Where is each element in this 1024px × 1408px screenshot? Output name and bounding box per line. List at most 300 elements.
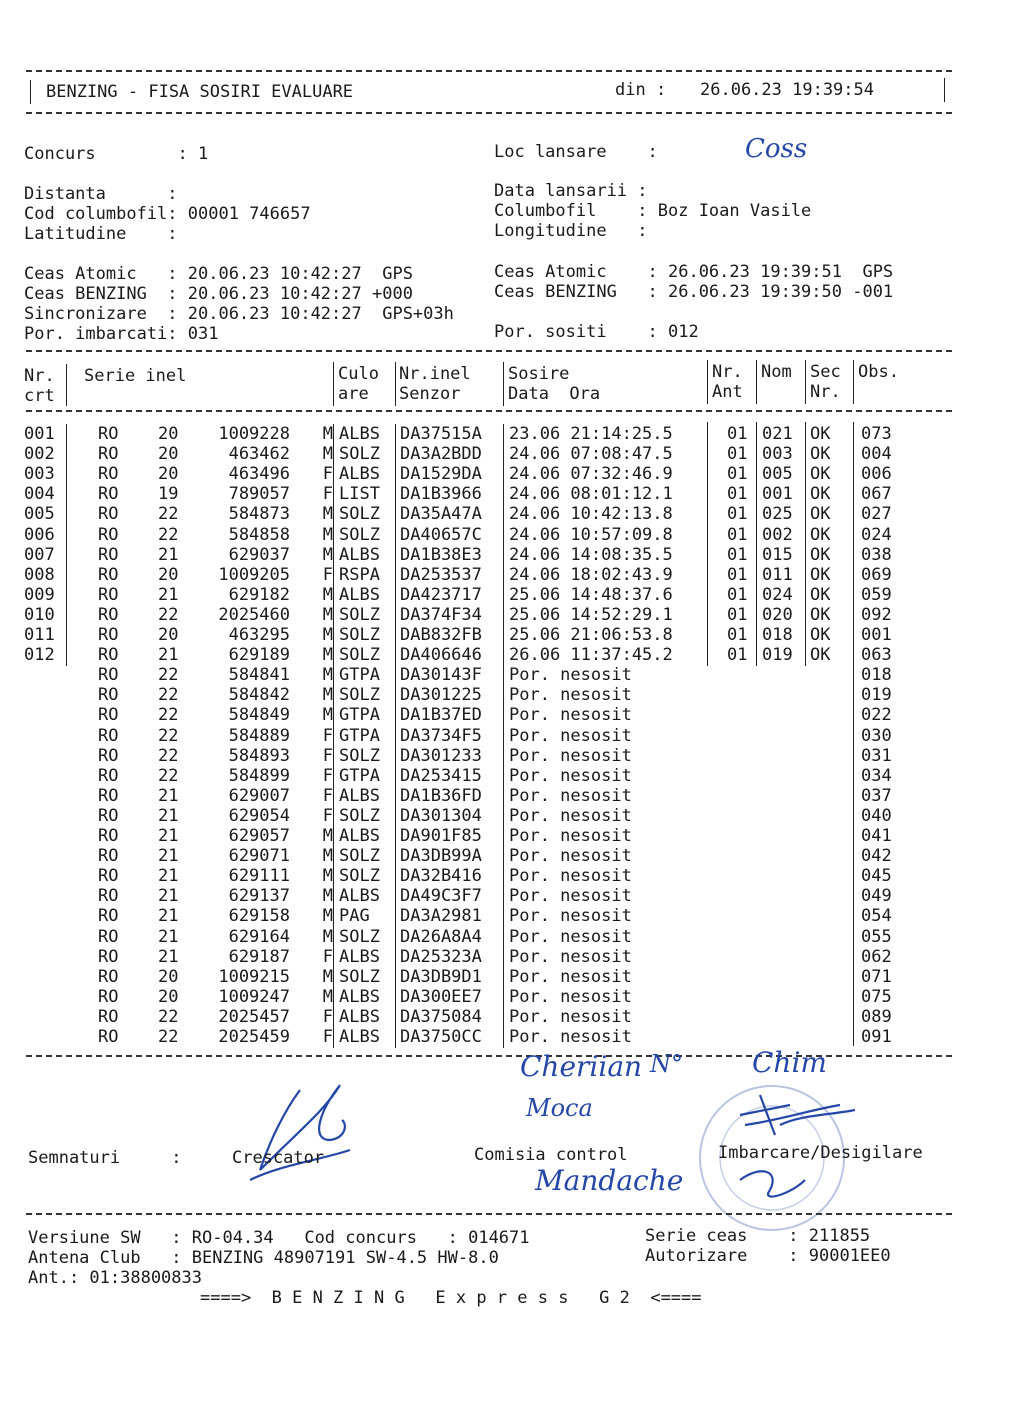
antena-club-line: Antena Club : BENZING 48907191 SW-4.5 HW-8.0 [28, 1248, 499, 1268]
comisia-control-label: Comisia control [474, 1145, 628, 1165]
row-arrival: Por. nesosit [509, 866, 632, 887]
row-nom: 005 [762, 464, 793, 485]
row-year: 22 [158, 685, 179, 706]
row-nr: 010 [24, 604, 55, 625]
row-year: 21 [158, 906, 179, 927]
row-ring-number: 629054 [228, 805, 290, 826]
row-arrival: 25.06 14:52:29.1 [509, 604, 673, 625]
row-sex: M [322, 524, 333, 545]
row-color: GTPA [339, 765, 380, 786]
row-antenna: 01 [727, 464, 748, 485]
body-sep-ant [707, 422, 708, 666]
loc-lansare-handwritten: Coss [745, 134, 808, 164]
row-sex: F [322, 785, 333, 806]
row-country: RO [98, 785, 119, 806]
row-sex: F [322, 1006, 333, 1027]
hdr-sep-8 [853, 360, 854, 404]
date-label: din : [615, 80, 667, 100]
row-chip-id: DA37515A [400, 424, 482, 444]
row-chip-id: DA3DB99A [400, 846, 482, 867]
row-chip-id: DA3734F5 [400, 725, 482, 746]
row-year: 21 [158, 584, 179, 605]
row-ring-number: 2025457 [218, 1006, 290, 1027]
distanta-line: Distanta : [24, 184, 178, 204]
longitudine-line: Longitudine : [494, 221, 648, 241]
row-obs: 059 [861, 584, 892, 605]
row-ring-number: 463295 [228, 625, 290, 645]
row-country: RO [98, 424, 119, 444]
row-chip-id: DA253415 [400, 765, 482, 786]
row-ring-number: 584889 [228, 725, 290, 746]
date-value: 26.06.23 19:39:54 [700, 80, 874, 100]
row-color: RSPA [339, 564, 380, 585]
latitudine-line: Latitudine : [24, 224, 178, 244]
row-chip-id: DA901F85 [400, 826, 482, 846]
row-ring-number: 629187 [228, 946, 290, 967]
row-year: 20 [158, 966, 179, 987]
hdr-sep-3 [395, 362, 396, 406]
row-chip-id: DA3750CC [400, 1027, 482, 1047]
por-imbarcati-line: Por. imbarcati: 031 [24, 324, 219, 344]
row-year: 21 [158, 886, 179, 907]
row-sex: M [322, 665, 333, 686]
row-security: OK [810, 564, 831, 585]
row-color: PAG [339, 906, 370, 927]
row-country: RO [98, 524, 119, 545]
autorizare-line: Autorizare : 90001EE0 [645, 1246, 891, 1266]
row-arrival: Por. nesosit [509, 926, 632, 947]
row-nr: 008 [24, 564, 55, 585]
row-color: ALBS [339, 424, 380, 444]
row-antenna: 01 [727, 564, 748, 585]
brand-line: ====> B E N Z I N G E x p r e s s G 2 <==== [200, 1288, 702, 1308]
row-country: RO [98, 584, 119, 605]
row-sex: M [322, 986, 333, 1007]
row-color: SOLZ [339, 866, 380, 887]
row-arrival: Por. nesosit [509, 665, 632, 686]
row-color: SOLZ [339, 846, 380, 867]
row-year: 19 [158, 484, 179, 505]
row-antenna: 01 [727, 484, 748, 505]
row-arrival: 26.06 11:37:45.2 [509, 645, 673, 666]
row-ring-number: 789057 [228, 484, 290, 505]
row-nom: 024 [762, 584, 793, 605]
hdr-sep-1 [66, 364, 67, 406]
row-color: GTPA [339, 665, 380, 686]
row-country: RO [98, 1006, 119, 1027]
row-color: ALBS [339, 584, 380, 605]
table-header-rule [26, 410, 952, 412]
signature-comisia-1b: N° [650, 1050, 683, 1078]
row-ring-number: 584858 [228, 524, 290, 545]
row-ring-number: 629182 [228, 584, 290, 605]
row-country: RO [98, 906, 119, 927]
row-year: 22 [158, 1006, 179, 1027]
row-arrival: 24.06 07:32:46.9 [509, 464, 673, 485]
row-sex: M [322, 826, 333, 846]
row-arrival: Por. nesosit [509, 846, 632, 867]
row-country: RO [98, 886, 119, 907]
col-nr-inel: Nr.inel [399, 364, 471, 384]
row-ring-number: 629189 [228, 645, 290, 666]
signature-comisia-1: Cheriian [520, 1050, 643, 1083]
row-country: RO [98, 604, 119, 625]
col-nr-ant-2: Ant [712, 382, 743, 402]
signature-comisia-3: Mandache [535, 1164, 684, 1197]
row-year: 21 [158, 826, 179, 846]
row-country: RO [98, 665, 119, 686]
signature-imbarcare-1: Chim [752, 1046, 827, 1079]
row-year: 20 [158, 464, 179, 485]
col-serie-inel: Serie inel [84, 366, 187, 386]
row-country: RO [98, 745, 119, 766]
row-obs: 004 [861, 444, 892, 465]
row-color: ALBS [339, 946, 380, 967]
row-arrival: Por. nesosit [509, 745, 632, 766]
row-nr: 011 [24, 625, 55, 645]
row-security: OK [810, 625, 831, 645]
top-rule-2 [26, 112, 952, 114]
row-sex: F [322, 464, 333, 485]
row-arrival: Por. nesosit [509, 946, 632, 967]
row-arrival: 25.06 21:06:53.8 [509, 625, 673, 645]
row-color: SOLZ [339, 444, 380, 465]
table-top-rule [26, 350, 952, 352]
row-ring-number: 629057 [228, 826, 290, 846]
versiune-sw-line: Versiune SW : RO-04.34 Cod concurs : 014671 [28, 1228, 530, 1248]
row-arrival: 24.06 14:08:35.5 [509, 544, 673, 565]
row-ring-number: 629158 [228, 906, 290, 927]
row-year: 20 [158, 424, 179, 444]
row-arrival: Por. nesosit [509, 725, 632, 746]
row-color: GTPA [339, 725, 380, 746]
document-title: BENZING - FISA SOSIRI EVALUARE [46, 82, 354, 102]
row-arrival: Por. nesosit [509, 705, 632, 726]
row-obs: 034 [861, 765, 892, 786]
row-sex: M [322, 544, 333, 565]
row-color: SOLZ [339, 524, 380, 545]
row-country: RO [98, 625, 119, 645]
hdr-sep-4 [503, 362, 504, 406]
row-nr: 004 [24, 484, 55, 505]
row-year: 21 [158, 785, 179, 806]
row-country: RO [98, 504, 119, 525]
row-color: ALBS [339, 544, 380, 565]
row-sex: M [322, 444, 333, 465]
row-ring-number: 584842 [228, 685, 290, 706]
row-color: SOLZ [339, 645, 380, 666]
row-ring-number: 1009215 [218, 966, 290, 987]
row-arrival: Por. nesosit [509, 986, 632, 1007]
row-obs: 024 [861, 524, 892, 545]
row-chip-id: DA374F34 [400, 604, 482, 625]
row-sex: M [322, 886, 333, 907]
row-ring-number: 1009228 [218, 424, 290, 444]
col-crt: crt [24, 386, 55, 406]
row-nr: 005 [24, 504, 55, 525]
body-sep-obs [853, 422, 854, 1046]
row-antenna: 01 [727, 645, 748, 666]
row-antenna: 01 [727, 625, 748, 645]
row-arrival: 24.06 07:08:47.5 [509, 444, 673, 465]
row-nom: 001 [762, 484, 793, 505]
row-nom: 011 [762, 564, 793, 585]
row-arrival: Por. nesosit [509, 1006, 632, 1027]
row-ring-number: 629164 [228, 926, 290, 947]
row-country: RO [98, 805, 119, 826]
col-obs: Obs. [858, 362, 899, 382]
col-nom: Nom [761, 362, 792, 382]
body-sep-chip [395, 424, 396, 1048]
row-country: RO [98, 1027, 119, 1047]
row-security: OK [810, 645, 831, 666]
row-year: 22 [158, 745, 179, 766]
row-chip-id: DA301233 [400, 745, 482, 766]
row-year: 22 [158, 524, 179, 545]
row-obs: 071 [861, 966, 892, 987]
row-country: RO [98, 645, 119, 666]
row-obs: 019 [861, 685, 892, 706]
row-antenna: 01 [727, 444, 748, 465]
row-sex: M [322, 846, 333, 867]
columbofil-line: Columbofil : Boz Ioan Vasile [494, 201, 812, 221]
row-sex: F [322, 484, 333, 505]
row-obs: 092 [861, 604, 892, 625]
row-security: OK [810, 424, 831, 444]
row-nom: 002 [762, 524, 793, 545]
row-country: RO [98, 444, 119, 465]
header-left-bar [30, 80, 31, 104]
row-ring-number: 629111 [228, 866, 290, 887]
col-culoare-2: are [338, 384, 369, 404]
header-right-bar [944, 78, 945, 102]
row-sex: M [322, 504, 333, 525]
row-obs: 042 [861, 846, 892, 867]
crescator-label: Crescator [232, 1148, 325, 1168]
row-year: 22 [158, 705, 179, 726]
row-obs: 067 [861, 484, 892, 505]
row-obs: 027 [861, 504, 892, 525]
row-year: 22 [158, 604, 179, 625]
row-obs: 001 [861, 625, 892, 645]
signature-comisia-2: Moca [526, 1094, 593, 1122]
row-obs: 091 [861, 1027, 892, 1047]
row-color: GTPA [339, 705, 380, 726]
row-color: ALBS [339, 785, 380, 806]
row-sex: F [322, 564, 333, 585]
row-ring-number: 584873 [228, 504, 290, 525]
row-antenna: 01 [727, 584, 748, 605]
row-color: ALBS [339, 886, 380, 907]
row-chip-id: DA301225 [400, 685, 482, 706]
row-sex: M [322, 645, 333, 666]
row-chip-id: DA49C3F7 [400, 886, 482, 907]
row-year: 22 [158, 665, 179, 686]
row-obs: 038 [861, 544, 892, 565]
row-chip-id: DA30143F [400, 665, 482, 686]
body-sep-nom [756, 422, 757, 666]
row-country: RO [98, 826, 119, 846]
row-year: 22 [158, 504, 179, 525]
row-security: OK [810, 584, 831, 605]
row-sex: M [322, 424, 333, 444]
row-sex: F [322, 805, 333, 826]
row-security: OK [810, 444, 831, 465]
row-nom: 003 [762, 444, 793, 465]
row-ring-number: 629071 [228, 846, 290, 867]
row-obs: 030 [861, 725, 892, 746]
row-arrival: Por. nesosit [509, 765, 632, 786]
row-ring-number: 2025460 [218, 604, 290, 625]
row-year: 20 [158, 986, 179, 1007]
hdr-sep-5 [707, 360, 708, 404]
row-obs: 055 [861, 926, 892, 947]
row-sex: F [322, 765, 333, 786]
row-sex: F [322, 946, 333, 967]
row-country: RO [98, 765, 119, 786]
row-year: 21 [158, 946, 179, 967]
ceas-benzing-start: Ceas BENZING : 20.06.23 10:42:27 +000 [24, 284, 413, 304]
row-nr: 006 [24, 524, 55, 545]
row-ring-number: 629007 [228, 785, 290, 806]
row-chip-id: DA1B37ED [400, 705, 482, 726]
row-nr: 001 [24, 424, 55, 444]
row-antenna: 01 [727, 424, 748, 444]
row-country: RO [98, 685, 119, 706]
row-color: SOLZ [339, 504, 380, 525]
row-nom: 020 [762, 604, 793, 625]
row-chip-id: DA40657C [400, 524, 482, 545]
col-senzor: Senzor [399, 384, 461, 404]
body-sep-sos [503, 424, 504, 1048]
row-nr: 009 [24, 584, 55, 605]
row-sex: M [322, 966, 333, 987]
row-color: ALBS [339, 826, 380, 846]
row-obs: 089 [861, 1006, 892, 1027]
row-ring-number: 629037 [228, 544, 290, 565]
row-country: RO [98, 725, 119, 746]
row-ring-number: 584841 [228, 665, 290, 686]
row-year: 21 [158, 544, 179, 565]
row-arrival: 25.06 14:48:37.6 [509, 584, 673, 605]
row-chip-id: DA1529DA [400, 464, 482, 485]
row-year: 21 [158, 805, 179, 826]
row-color: ALBS [339, 1006, 380, 1027]
row-country: RO [98, 544, 119, 565]
row-antenna: 01 [727, 504, 748, 525]
row-chip-id: DA406646 [400, 645, 482, 666]
loc-lansare-line: Loc lansare : [494, 142, 658, 162]
row-obs: 040 [861, 805, 892, 826]
row-year: 21 [158, 846, 179, 867]
ceas-atomic-end: Ceas Atomic : 26.06.23 19:39:51 GPS [494, 262, 894, 282]
body-sep-nr [66, 424, 67, 666]
row-country: RO [98, 464, 119, 485]
row-chip-id: DA375084 [400, 1006, 482, 1027]
row-sex: F [322, 745, 333, 766]
row-nom: 021 [762, 424, 793, 444]
row-antenna: 01 [727, 544, 748, 565]
row-arrival: 24.06 10:57:09.8 [509, 524, 673, 545]
hdr-sep-6 [756, 360, 757, 404]
row-sex: M [322, 584, 333, 605]
row-nom: 019 [762, 645, 793, 666]
row-chip-id: DA1B36FD [400, 785, 482, 806]
row-country: RO [98, 484, 119, 505]
row-sex: M [322, 866, 333, 887]
row-year: 21 [158, 866, 179, 887]
row-security: OK [810, 604, 831, 625]
row-color: SOLZ [339, 805, 380, 826]
row-ring-number: 584849 [228, 705, 290, 726]
row-year: 22 [158, 1027, 179, 1047]
row-country: RO [98, 866, 119, 887]
row-ring-number: 584893 [228, 745, 290, 766]
row-ring-number: 1009205 [218, 564, 290, 585]
row-year: 21 [158, 645, 179, 666]
footer-rule [26, 1213, 952, 1215]
sincronizare-line: Sincronizare : 20.06.23 10:42:27 GPS+03h [24, 304, 454, 324]
row-obs: 006 [861, 464, 892, 485]
row-arrival: Por. nesosit [509, 966, 632, 987]
row-color: SOLZ [339, 685, 380, 706]
row-chip-id: DAB832FB [400, 625, 482, 645]
row-sex: M [322, 625, 333, 645]
row-year: 20 [158, 625, 179, 645]
row-nr: 002 [24, 444, 55, 465]
row-chip-id: DA423717 [400, 584, 482, 605]
row-country: RO [98, 705, 119, 726]
row-chip-id: DA300EE7 [400, 986, 482, 1007]
row-sex: M [322, 685, 333, 706]
col-sosire: Sosire [508, 364, 570, 384]
ceas-benzing-end: Ceas BENZING : 26.06.23 19:39:50 -001 [494, 282, 894, 302]
row-obs: 069 [861, 564, 892, 585]
row-sex: M [322, 906, 333, 927]
imbarcare-desigilare-label: Imbarcare/Desigilare [718, 1143, 923, 1163]
row-color: SOLZ [339, 604, 380, 625]
row-color: SOLZ [339, 625, 380, 645]
row-chip-id: DA26A8A4 [400, 926, 482, 947]
row-chip-id: DA32B416 [400, 866, 482, 887]
row-ring-number: 463462 [228, 444, 290, 465]
hdr-sep-2 [333, 362, 334, 406]
row-security: OK [810, 504, 831, 525]
col-nr-ant-1: Nr. [712, 362, 743, 382]
row-color: ALBS [339, 986, 380, 1007]
row-sex: M [322, 705, 333, 726]
row-chip-id: DA3A2981 [400, 906, 482, 927]
body-sep-col [333, 424, 334, 1048]
row-chip-id: DA3DB9D1 [400, 966, 482, 987]
row-antenna: 01 [727, 604, 748, 625]
row-sex: M [322, 926, 333, 947]
row-obs: 075 [861, 986, 892, 1007]
row-year: 22 [158, 725, 179, 746]
row-year: 20 [158, 564, 179, 585]
ant-line: Ant.: 01:38800833 [28, 1268, 202, 1288]
row-chip-id: DA25323A [400, 946, 482, 967]
row-arrival: Por. nesosit [509, 886, 632, 907]
row-arrival: Por. nesosit [509, 826, 632, 846]
row-obs: 062 [861, 946, 892, 967]
row-ring-number: 2025459 [218, 1027, 290, 1047]
row-ring-number: 1009247 [218, 986, 290, 1007]
row-obs: 063 [861, 645, 892, 666]
row-arrival: 24.06 18:02:43.9 [509, 564, 673, 585]
row-nr: 003 [24, 464, 55, 485]
row-obs: 054 [861, 906, 892, 927]
